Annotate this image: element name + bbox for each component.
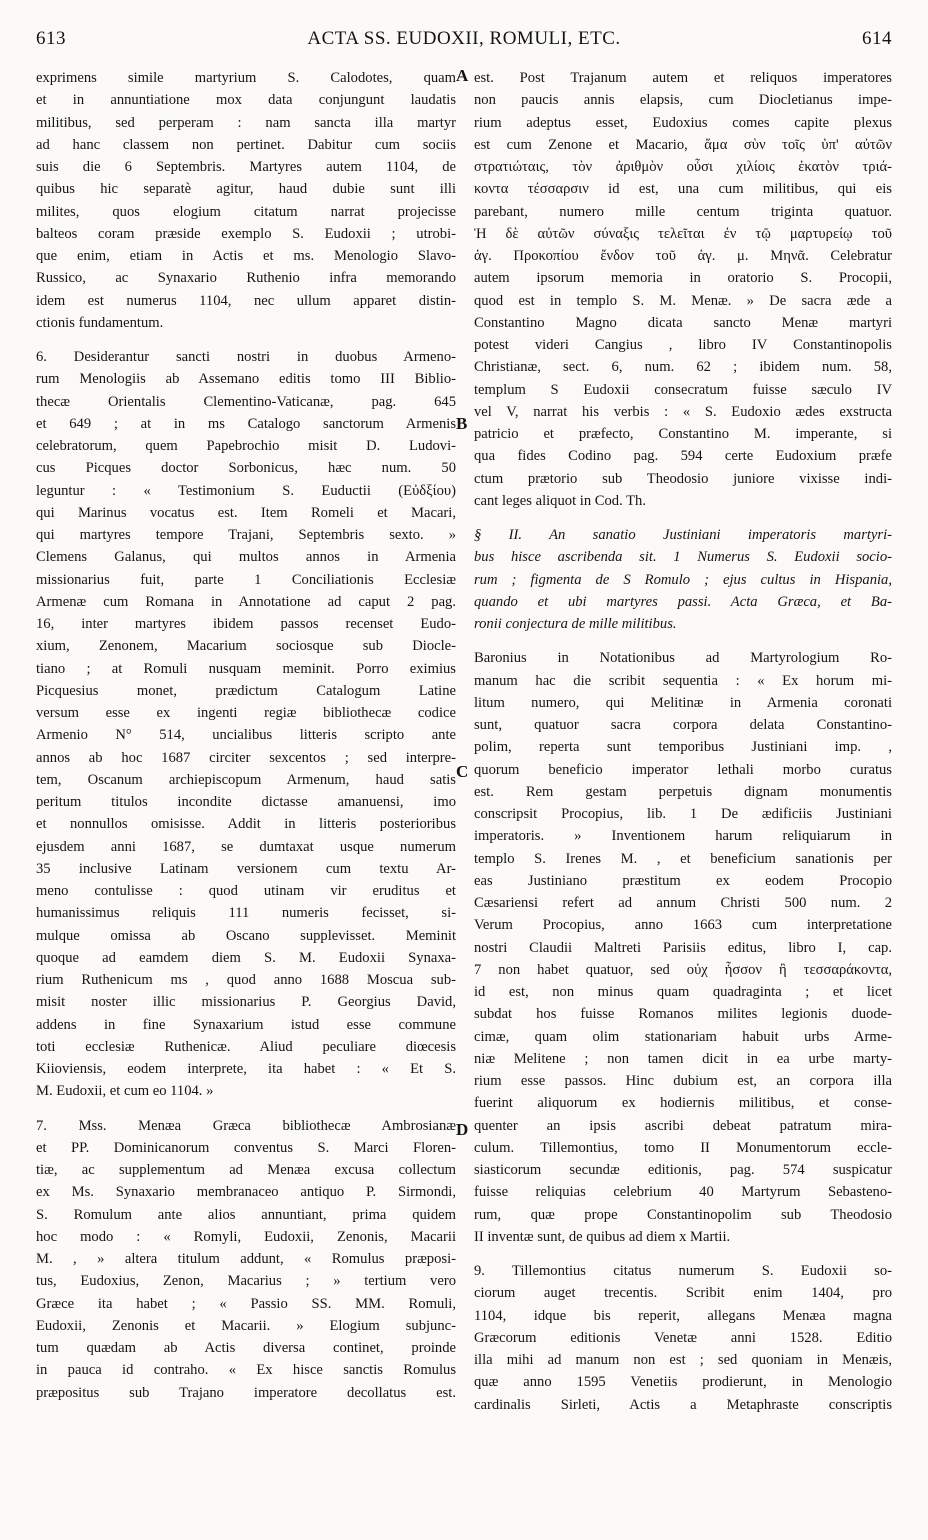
- text-line: 6. Desiderantur sancti nostri in duobus Armeno-: [36, 349, 456, 365]
- text-line: ejusdem anni 1687, se dumtaxat usque numerum: [36, 838, 456, 855]
- text-line: et PP. Dominicanorum conventus S. Marci Floren-: [36, 1139, 456, 1156]
- text-line: leguntur : « Testimonium S. Euductii (Εὐδξίου): [36, 482, 456, 499]
- text-line: Verum Procopius, anno 1663 cum interpretatione: [474, 917, 892, 934]
- text-line: sunt, quatuor sacra corpora delata Constantino-: [474, 717, 892, 733]
- text-line: mulque omissa ab Oscano supplevisset. Meminit: [36, 927, 456, 944]
- text-line: eas Justiniano præstitum ex eodem Procopio: [474, 872, 892, 889]
- text-line: tiano ; at Romuli nusquam meminit. Porro eximius: [36, 660, 456, 677]
- text-line: bus hisce ascribenda sit. 1 Numerus S. Eudoxii socio-: [474, 549, 892, 566]
- running-title: ACTA SS. EUDOXII, ROMULI, ETC.: [307, 28, 621, 49]
- text-line: imperatoris. » Inventionem harum reliquiarum in: [474, 828, 892, 845]
- text-line: Kiioviensis, eodem interprete, ita habet : « Et S.: [36, 1061, 456, 1077]
- text-line: II inventæ sunt, de quibus ad diem x Martii.: [474, 1228, 731, 1245]
- margin-letter-b: B: [456, 414, 468, 433]
- text-line: qui martyres tempore Trajani, Septembris sexto. »: [36, 527, 456, 543]
- text-line: polim, reperta sunt temporibus Justiniani imp. ,: [474, 739, 892, 756]
- text-line: Cæsariensi refert ad annum Christi 500 num. 2: [474, 895, 892, 911]
- text-line: autem ipsorum memoria in oratorio S. Procopii,: [474, 270, 892, 287]
- text-line: qui Marinus vocatus est. Item Romeli et Macari,: [36, 504, 456, 521]
- margin-letter-d: D: [456, 1120, 469, 1139]
- text-line: 35 inclusive Latinam versionem cum textu Ar-: [36, 860, 456, 877]
- text-line: Christianæ, sect. 6, num. 62 ; ibidem num. 58,: [474, 359, 892, 376]
- text-line: Russico, ac Synaxario Ruthenio infra memorando: [36, 270, 456, 287]
- text-line: suis die 6 Septembris. Martyres autem 1104, de: [36, 159, 456, 175]
- paragraph-gap: [36, 334, 456, 346]
- text-line: Eudoxii, Zenonis et Macarii. » Elogium subjunc-: [36, 1317, 456, 1334]
- text-line: potest videri Cangius , libro IV Constantinopolis: [474, 337, 892, 353]
- text-line: exprimens simile martyrium S. Calodotes, quam: [36, 70, 456, 86]
- text-line: rum, quæ prope Constantinopolim sub Theodosio: [474, 1206, 892, 1223]
- text-line: ctionis fundamentum.: [36, 314, 164, 331]
- paragraph-gap: [474, 512, 892, 524]
- text-line: celebratorum, quem Papebrochio misit D. Ludovi-: [36, 438, 456, 454]
- text-line: 9. Tillemontius citatus numerum S. Eudoxii so-: [474, 1263, 892, 1279]
- paragraph-gap: [36, 1103, 456, 1115]
- text-line: quenter an ipsis ascribi debeat patratum mira-: [474, 1117, 892, 1134]
- text-line: et 649 ; at in ms Catalogo sanctorum Armenis: [36, 415, 456, 432]
- margin-letter-a: A: [456, 66, 469, 85]
- text-line: parebant, numero mille centum triginta quatuor.: [474, 203, 892, 220]
- text-line: quorum beneficio imperator lethali morbo curatus: [474, 761, 892, 778]
- right-text-column: [474, 67, 892, 1517]
- text-line: siasticorum secundæ editionis, pag. 574 suspicatur: [474, 1162, 892, 1178]
- text-line: 16, inter martyres ibidem passos recenset Eudo-: [36, 616, 456, 632]
- text-line: non paucis annis elapsis, cum Diocletianus impe-: [474, 92, 892, 109]
- text-line: tus, Eudoxius, Zenon, Macarius ; » tertium vero: [36, 1273, 456, 1290]
- text-line: meno contulisse : quod utinam vir eruditus et: [36, 883, 456, 899]
- text-line: cant leges aliquot in Cod. Th.: [474, 492, 646, 509]
- text-line: rum ; figmenta de S Romulo ; ejus cultus in Hispania,: [474, 571, 892, 588]
- text-line: Constantino Magno dicata sancto Menæ martyri: [474, 314, 892, 331]
- paragraph-gap: [474, 1248, 892, 1260]
- text-line: in pauca id contraho. « Ex hisce sanctis Romulus: [36, 1362, 456, 1379]
- text-line: Baronius in Notationibus ad Martyrologium Ro-: [474, 650, 892, 667]
- text-line: addens in fine Synaxarium istud esse commune: [36, 1016, 456, 1033]
- text-line: 7 non habet quatuor, sed οὐχ ἧσσον ἢ τεσσαράκοντα,: [474, 961, 892, 978]
- text-line: humanissimus reliquis 111 numeris fecisset, si-: [36, 905, 456, 922]
- text-line: Græcorum editionis Venetæ anni 1528. Editio: [474, 1329, 892, 1346]
- text-line: fuisse reliquias celebrium 40 Martyrum Sebasteno-: [474, 1184, 892, 1201]
- text-line: Ἡ δὲ αὐτῶν σύναξις τελεῖται ἐν τῷ μαρτυρείῳ τοῦ: [474, 225, 892, 242]
- text-line: toti ecclesiæ Ruthenicæ. Aliud peculiare diœcesis: [36, 1038, 456, 1055]
- text-line: ronii conjectura de mille militibus.: [474, 616, 677, 632]
- text-line: ἁγ. Προκοπίου ἔνδον τοῦ ἁγ. μ. Μηνᾶ. Celebratur: [474, 248, 892, 264]
- text-line: cardinalis Sirleti, Actis a Metaphraste conscriptis: [474, 1396, 892, 1413]
- text-line: § II. An sanatio Justiniani imperatoris martyri-: [474, 527, 892, 543]
- text-line: quando et ubi martyres passi. Acta Græca, et Ba-: [474, 593, 892, 610]
- text-line: κοντα τέσσαρσιν id est, una cum militibus, qui eis: [474, 181, 892, 198]
- text-line: ciorum auget trecentis. Scribit enim 1404, pro: [474, 1285, 892, 1302]
- text-line: que enim, etiam in Actis et ms. Menologio Slavo-: [36, 248, 456, 264]
- text-line: Armenio N° 514, uncialibus litteris scripto ante: [36, 727, 456, 744]
- text-line: est. Rem gestam perpetuis dignam monumentis: [474, 783, 892, 800]
- text-line: illa mihi ad manum non est ; sed quoniam in Menæis,: [474, 1352, 892, 1368]
- text-line: id est, non minus quam quadraginta ; et licet: [474, 984, 892, 1000]
- text-line: rium esse passos. Hinc dubium est, an corpora illa: [474, 1073, 892, 1089]
- text-line: quoque ad eamdem diem S. M. Eudoxii Synaxa-: [36, 949, 456, 966]
- text-line: nostri Claudii Maltreti Parisiis editus, libro I, cap.: [474, 939, 892, 956]
- text-line: quod est in templo S. M. Menæ. » De sacra æde a: [474, 292, 892, 309]
- text-line: cus Picques doctor Sorbonicus, hæc num. 50: [36, 460, 456, 477]
- text-line: milites, quos elogium citatum narrat projecisse: [36, 203, 456, 220]
- text-line: tiæ, ac supplementum ad Menæa excusa collectum: [36, 1162, 456, 1178]
- text-line: conscripsit Procopius, lib. 1 De ædificiis Justiniani: [474, 806, 892, 822]
- text-line: ad hanc classem non pertinet. Dabitur cum sociis: [36, 136, 456, 153]
- text-line: M. Eudoxii, et cum eo 1104. »: [36, 1083, 214, 1100]
- text-line: xium, Zenonem, Macarium sociosque sub Diocle-: [36, 638, 456, 655]
- text-line: niæ Melitene ; non tamen dicit in ea urbe marty-: [474, 1050, 892, 1067]
- text-line: est cum Zenone et Macario, ἅμα σὺν τοῖς ὑπ' αὐτῶν: [474, 136, 892, 153]
- text-line: Græce ita habet ; « Passio SS. MM. Romuli,: [36, 1295, 456, 1312]
- text-line: tem, Oscanum archiepiscopum Armenum, haud satis: [36, 771, 456, 788]
- text-line: templum S Eudoxii consecratum fuisse sæculo IV: [474, 381, 892, 398]
- text-line: Picquesius monet, prædictum Catalogum Latine: [36, 682, 456, 699]
- text-line: qua fides Codino pag. 594 certe Eudoxium præfe: [474, 448, 892, 465]
- text-line: thecæ Orientalis Clementino-Vaticanæ, pag. 645: [36, 393, 456, 410]
- text-line: et nonnullos omisisse. Addit in litteris posterioribus: [36, 816, 456, 833]
- text-line: Armenæ cum Romana in Annotatione ad caput 2 pag.: [36, 593, 456, 610]
- text-line: ctum prætorio sub Theodosio juniore vixisse indi-: [474, 470, 892, 487]
- paragraph-gap: [474, 635, 892, 647]
- text-line: hoc modo : « Romyli, Eudoxii, Zenonis, Macarii: [36, 1228, 456, 1245]
- text-line: στρατιώταις, τὸν ἀριθμὸν οὖσι χιλίοις ἑκατὸν τριά-: [474, 159, 892, 175]
- page-header: [36, 28, 892, 62]
- text-line: versum esse ex ingenti regiæ bibliothecæ codice: [36, 705, 456, 721]
- text-line: culum. Tillemontius, tomo II Monumentorum eccle-: [474, 1139, 892, 1156]
- text-line: M. , » altera titulum addunt, « Romulus præposi-: [36, 1251, 456, 1267]
- text-line: quibus hic separatè agitur, haud dubie sunt illi: [36, 181, 456, 198]
- text-line: annos ab hoc 1687 circiter sexcentos ; sed interpre-: [36, 749, 456, 766]
- text-line: 1104, idque bis reperit, allegans Menæa magna: [474, 1307, 892, 1324]
- text-line: rum Menologiis ab Assemano editis tomo III Biblio-: [36, 371, 456, 388]
- text-line: rium adeptus esset, Eudoxius comes capite plexus: [474, 114, 892, 131]
- page-number-left: 613: [36, 28, 66, 49]
- text-line: cimæ, quam olim stationariam habuit urbs Arme-: [474, 1028, 892, 1045]
- text-line: litum numero, qui Melitinæ in Armenia coronati: [474, 694, 892, 711]
- text-line: militibus, sed perperam : nam sancta illa martyr: [36, 114, 456, 131]
- text-line: peritum titulos incondite dictasse amanuensi, imo: [36, 794, 456, 810]
- text-line: manum hac die scribit sequentia : « Ex horum mi-: [474, 672, 892, 689]
- text-line: ex Ms. Synaxario membranaceo antiquo P. Sirmondi,: [36, 1184, 456, 1201]
- text-line: vel V, narrat his verbis : « S. Eudoxio ædes exstructa: [474, 403, 892, 420]
- page-number-right: 614: [862, 28, 892, 49]
- text-line: S. Romulum ante alios annuntiant, prima quidem: [36, 1206, 456, 1223]
- text-line: balteos coram præside exemplo S. Eudoxii ; utrobi-: [36, 225, 456, 242]
- text-line: præpositus sub Trajano imperatore decollatus est.: [36, 1384, 456, 1401]
- text-line: Clemens Galanus, qui multos annos in Armenia: [36, 549, 456, 566]
- text-line: templo S. Irenes M. , et beneficium sanationis per: [474, 850, 892, 867]
- text-line: patricio et præfecto, Constantino M. imperante, si: [474, 426, 892, 442]
- text-line: missionarius fuit, parte 1 Conciliationis Ecclesiæ: [36, 571, 456, 588]
- text-line: est. Post Trajanum autem et reliquos imperatores: [474, 70, 892, 86]
- margin-letter-c: C: [456, 762, 469, 781]
- text-line: fuerint aliquorum ex hodiernis militibus, et conse-: [474, 1095, 892, 1112]
- text-line: subdat hos fuisse Romanos milites legionis duode-: [474, 1006, 892, 1023]
- text-line: et in annuntiatione mox data conjungunt laudatis: [36, 92, 456, 109]
- text-line: idem est numerus 1104, nec ullum apparet distin-: [36, 292, 456, 309]
- left-text-column: [36, 67, 456, 1517]
- text-line: misit noster illic missionarius P. Georgius David,: [36, 994, 456, 1011]
- text-line: tum quædam ab Actis diversa continet, proinde: [36, 1340, 456, 1356]
- text-line: rium Ruthenicum ms , quod anno 1688 Moscua sub-: [36, 972, 456, 988]
- text-line: 7. Mss. Menæa Græca bibliothecæ Ambrosianæ: [36, 1117, 456, 1134]
- text-line: quæ anno 1595 Venetiis prodierunt, in Menologio: [474, 1374, 892, 1391]
